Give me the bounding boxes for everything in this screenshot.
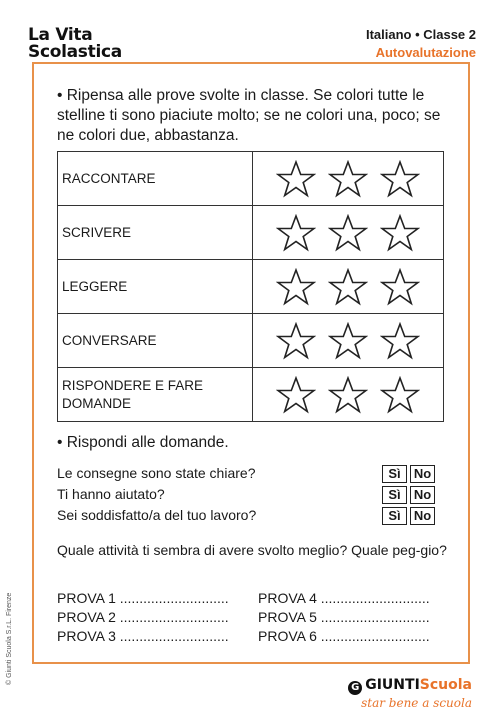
- prove-column-right: [258, 589, 430, 646]
- activity-row: [58, 206, 444, 260]
- question-text: Le consegne sono state chiare?: [57, 465, 256, 481]
- brand-tagline: star bene a scuola: [361, 696, 472, 710]
- prova-line[interactable]: PROVA 6 ............................: [258, 628, 430, 644]
- prova-line[interactable]: PROVA 4 ............................: [258, 590, 430, 606]
- subject-label: Italiano • Classe 2: [365, 27, 476, 42]
- logo: [28, 27, 122, 61]
- activity-label: RACCONTARE: [58, 152, 253, 206]
- star-icon[interactable]: [328, 376, 368, 414]
- star-icon[interactable]: [328, 268, 368, 306]
- star-icon[interactable]: [276, 322, 316, 360]
- yes-no-boxes: [382, 507, 438, 525]
- yes-box[interactable]: Sì: [382, 486, 407, 504]
- star-icon[interactable]: [380, 268, 420, 306]
- star-icon[interactable]: [328, 214, 368, 252]
- no-box[interactable]: No: [410, 486, 435, 504]
- star-icon[interactable]: [380, 322, 420, 360]
- star-icon[interactable]: [328, 322, 368, 360]
- activity-label: CONVERSARE: [58, 314, 253, 368]
- question-row: [57, 484, 457, 505]
- star-icon[interactable]: [380, 160, 420, 198]
- question-row: [57, 463, 457, 484]
- logo-line2: Scolastica: [28, 42, 122, 62]
- no-box[interactable]: No: [410, 507, 435, 525]
- copyright-note: © Giunti Scuola S.r.L. Firenze: [6, 592, 13, 685]
- giunti-g-icon: G: [348, 681, 362, 695]
- brand-name: [348, 677, 472, 695]
- activity-table: [57, 151, 444, 422]
- activity-label: LEGGERE: [58, 260, 253, 314]
- logo-line1: La Vita: [28, 25, 93, 45]
- activity-label: RISPONDERE E FARE DOMANDE: [58, 368, 253, 422]
- section-label: Autovalutazione: [375, 45, 476, 60]
- prova-line[interactable]: PROVA 2 ............................: [57, 609, 229, 625]
- yes-no-boxes: [382, 486, 438, 504]
- star-icon[interactable]: [276, 376, 316, 414]
- star-rating: [253, 314, 444, 368]
- prova-line[interactable]: PROVA 5 ............................: [258, 609, 430, 625]
- activity-row: [58, 368, 444, 422]
- brand-name-black: GIUNTI: [365, 677, 420, 693]
- star-icon[interactable]: [276, 214, 316, 252]
- star-icon[interactable]: [380, 214, 420, 252]
- intro-text: • Ripensa alle prove svolte in classe. Se colori tutte le stelline ti sono piaciute molto; se ne colori una, poco; se ne colori due, abbastanza.: [57, 87, 441, 144]
- question-row: [57, 505, 457, 526]
- brand-name-orange: Scuola: [419, 677, 472, 693]
- question-text: Sei soddisfatto/a del tuo lavoro?: [57, 507, 257, 523]
- yes-no-boxes: [382, 465, 438, 483]
- activity-label: SCRIVERE: [58, 206, 253, 260]
- prova-line[interactable]: PROVA 1 ............................: [57, 590, 229, 606]
- yes-box[interactable]: Sì: [382, 465, 407, 483]
- star-rating: [253, 206, 444, 260]
- question-text: Ti hanno aiutato?: [57, 486, 165, 502]
- star-icon[interactable]: [276, 160, 316, 198]
- activity-row: [58, 314, 444, 368]
- prove-column-left: [57, 589, 229, 646]
- no-box[interactable]: No: [410, 465, 435, 483]
- star-rating: [253, 152, 444, 206]
- questions-list: [57, 463, 457, 526]
- activity-row: [58, 152, 444, 206]
- activity-row: [58, 260, 444, 314]
- star-rating: [253, 260, 444, 314]
- best-activity-question: Quale attività ti sembra di avere svolto meglio? Quale peg-gio?: [57, 542, 447, 558]
- star-icon[interactable]: [328, 160, 368, 198]
- header-info: [366, 26, 476, 62]
- questions-title: • Rispondi alle domande.: [57, 434, 229, 451]
- star-icon[interactable]: [380, 376, 420, 414]
- yes-box[interactable]: Sì: [382, 507, 407, 525]
- star-rating: [253, 368, 444, 422]
- publisher-brand: [348, 677, 472, 710]
- star-icon[interactable]: [276, 268, 316, 306]
- prova-line[interactable]: PROVA 3 ............................: [57, 628, 229, 644]
